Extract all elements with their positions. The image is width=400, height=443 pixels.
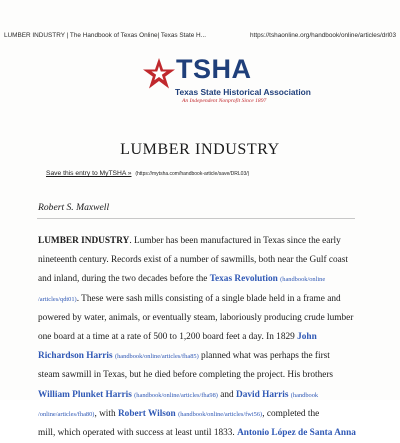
article-line [38,290,362,309]
article-text: mill, which operated with success at least until 1833. [38,427,238,438]
author-name: Robert S. Maxwell [38,202,110,213]
article-text: nineteenth century. Records exist of a number of sawmills, both near the Gulf coast [38,255,348,266]
link-url[interactable]: (handbook/online [280,276,326,284]
link-url[interactable]: (handbook/online/articles/fwi56) [178,410,263,418]
link-url[interactable]: (handbook/online/articles/fha85) [114,353,199,361]
link-david-harris[interactable]: David Harris [236,389,289,400]
save-to-mytsha-link[interactable]: Save this entry to MyTSHA » [46,170,132,177]
link-john-richardson-harris-cont[interactable]: Richardson Harris [38,351,113,362]
print-header [0,32,400,44]
article-line [38,232,362,251]
logo-tagline: An Independent Nonprofit Since 1897 [182,98,267,104]
link-antonio-lopez-de-santa-anna[interactable]: Antonio López de Santa Anna [237,427,356,438]
article-line [38,309,362,328]
article-line [38,347,362,366]
link-william-plunket-harris[interactable]: William Plunket Harris [38,389,132,400]
article-text: , with [94,408,118,419]
divider [37,218,355,219]
article-line [38,424,362,443]
article-line [38,270,362,289]
print-header-title: LUMBER INDUSTRY | The Handbook of Texas Online| Texas State H... [4,32,206,39]
article-line [38,328,362,347]
link-url[interactable]: (handbook/online/articles/fha98) [134,391,218,399]
link-url[interactable]: /online/articles/fha80) [38,410,95,418]
link-url[interactable]: (handbook [290,391,319,399]
article-lead-term: LUMBER INDUSTRY [38,236,130,246]
save-entry [46,170,249,177]
article-text: , completed the [262,408,320,419]
logo-acronym: TSHA [176,54,252,84]
article-line [38,386,362,405]
star-icon [142,57,176,91]
logo-organization-name: Texas State Historical Association [175,87,311,97]
article-line [38,251,362,270]
article-text: one board at a time at a rate of 500 to 1,200 board feet a day. In 1829 [38,331,298,342]
article-line [38,366,362,385]
tsha-logo[interactable] [142,54,311,107]
link-texas-revolution[interactable]: Texas Revolution [209,274,278,285]
page-title: LUMBER INDUSTRY [120,141,280,158]
article-text: powered by water, animals, or eventually steam, laboriously producing crude lumber [38,312,354,323]
link-john-richardson-harris[interactable]: John [297,331,317,342]
print-header-url: https://tshaonline.org/handbook/online/articles/drl03 [249,32,396,39]
article-text: steam sawmill in Texas, but he died before completing the project. His brothers [38,370,334,381]
article-body [38,232,362,443]
save-link-url: (https://mytsha.com/handbook-article/save/DRL03/) [135,171,250,177]
article-text: . These were sash mills consisting of a single blade held in a frame and [76,293,341,304]
link-url[interactable]: /articles/qdt01) [38,295,77,303]
article-text: planned what was perhaps the first [198,351,330,362]
article-text: . Lumber has been manufactured in Texas since the early [129,236,341,246]
article-text: and inland, during the two decades before the [38,274,210,285]
link-robert-wilson[interactable]: Robert Wilson [117,408,176,419]
article-text: and [217,389,237,400]
article-line [38,405,362,424]
